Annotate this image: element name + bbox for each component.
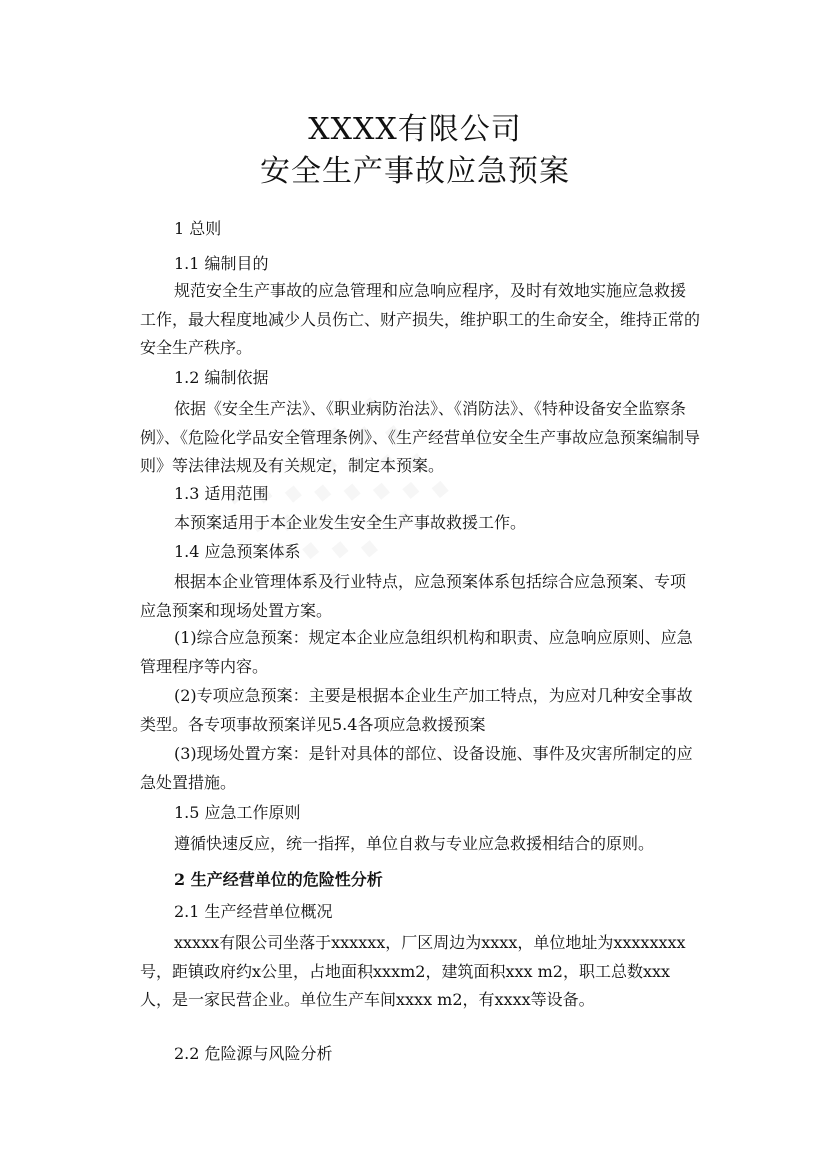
section-1-5-heading: 1.5 应急工作原则: [174, 803, 301, 822]
company-title: XXXX有限公司: [308, 112, 522, 147]
section-1-2-body: 依据《安全生产法》、《职业病防治法》、《消防法》、《特种设备安全监察条例》、《危险化学品安全管理条例》、《生产经营单位安全生产事故应急预案编制导则》等法律法规及有关规定，制定本预案。: [140, 399, 701, 475]
section-2-1-body: xxxxx有限公司坐落于xxxxxx，厂区周边为xxxx，单位地址为xxxxxxxx号，距镇政府约x公里，占地面积xxxm2，建筑面积xxx m2，职工总数xxx人，是一家民营企业。单位生产车间xxxx m2，有xxxx等设备。: [140, 933, 686, 1009]
section-1-heading: 1 总则: [174, 219, 222, 238]
document-title: 安全生产事故应急预案: [260, 154, 570, 189]
section-1-3-heading: 1.3 适用范围: [174, 484, 269, 503]
section-1-4-item-3: (3)现场处置方案：是针对具体的部位、设备设施、事件及灾害所制定的应急处置措施。: [140, 744, 693, 792]
section-1-2-heading: 1.2 编制依据: [174, 368, 269, 387]
section-1-3-body: 本预案适用于本企业发生安全生产事故救援工作。: [174, 513, 527, 532]
section-1-4-item-1: (1)综合应急预案：规定本企业应急组织机构和职责、应急响应原则、应急管理程序等内容。: [140, 628, 693, 676]
section-2-1-heading: 2.1 生产经营单位概况: [174, 902, 333, 921]
section-1-4-item-2: (2)专项应急预案：主要是根据本企业生产加工特点，为应对几种安全事故类型。各专项事故预案详见5.4各项应急救援预案: [140, 686, 693, 734]
section-1-5-body: 遵循快速反应，统一指挥，单位自救与专业应急救援相结合的原则。: [174, 834, 655, 853]
section-1-1-heading: 1.1 编制目的: [174, 254, 269, 273]
section-1-1-body: 规范安全生产事故的应急管理和应急响应程序，及时有效地实施应急救援工作，最大程度地减少人员伤亡、财产损失，维护职工的生命安全，维持正常的安全生产秩序。: [140, 281, 701, 357]
section-1-4-heading: 1.4 应急预案体系: [174, 542, 301, 561]
section-2-2-heading: 2.2 危险源与风险分析: [174, 1044, 333, 1063]
section-2-heading: 2 生产经营单位的危险性分析: [174, 870, 383, 889]
section-1-4-body: 根据本企业管理体系及行业特点，应急预案体系包括综合应急预案、专项应急预案和现场处置方案。: [140, 572, 687, 620]
